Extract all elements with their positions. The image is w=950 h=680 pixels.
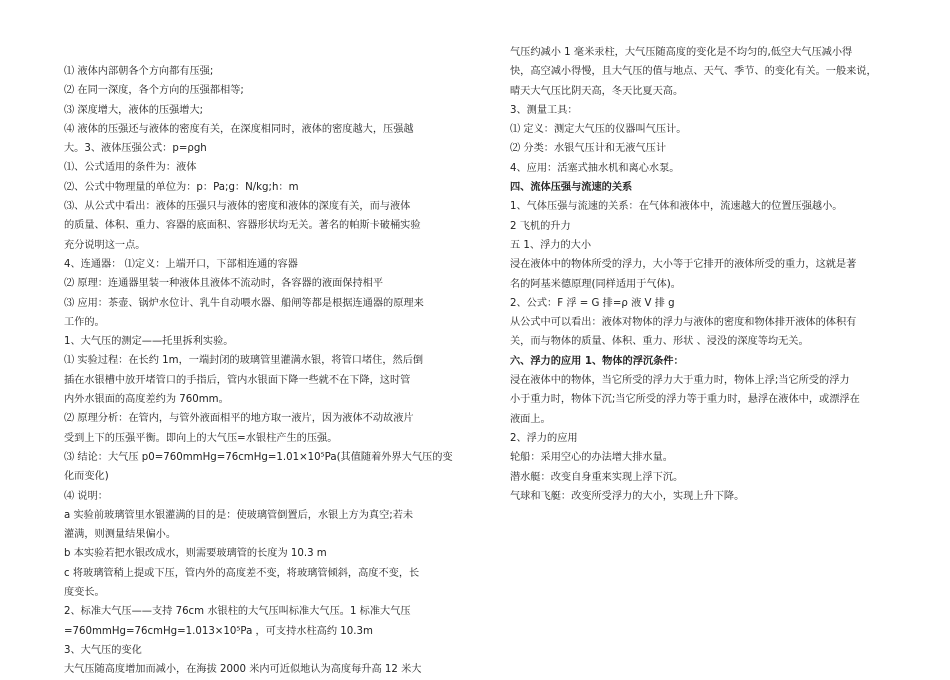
text-line: 潜水艇：改变自身重来实现上浮下沉。 [510, 471, 684, 483]
text-line: 关，而与物体的质量、体积、重力、形状 、浸没的深度等均无关。 [510, 336, 809, 348]
text-line: 气球和飞艇：改变所受浮力的大小，实现上升下降。 [510, 490, 745, 502]
text-line: ⑴ 实验过程：在长约 1m，一端封闭的玻璃管里灌满水银，将管口堵住，然后倒 [64, 355, 424, 367]
text-line: 度变长。 [64, 587, 105, 599]
text-line: =760mmHg=76cmHg=1.013×10⁵Pa ，可支持水柱高约 10.3m [64, 625, 373, 637]
text-line: 快，高空减小得慢，且大气压的值与地点、天气、季节、的变化有关。一般来说， [510, 66, 877, 78]
text-line: 小于重力时，物体下沉;当它所受的浮力等于重力时，悬浮在液体中，或漂浮在 [510, 394, 860, 406]
text-line: 受到上下的压强平衡。即向上的大气压=水银柱产生的压强。 [64, 432, 338, 444]
text-line: 化而变化) [64, 471, 109, 483]
text-line: 浸在液体中的物体所受的浮力，大小等于它排开的液体所受的重力，这就是著 [510, 259, 857, 271]
text-line: 2、浮力的应用 [510, 432, 578, 444]
text-line: b 本实验若把水银改成水，则需要玻璃管的长度为 10.3 m [64, 548, 327, 560]
text-line: 五 1、浮力的大小 [510, 239, 592, 251]
text-line: ⑷ 说明： [64, 490, 108, 502]
text-line: ⑴ 定义：测定大气压的仪器叫气压计。 [510, 124, 687, 136]
text-line: ⑵、公式中物理量的单位为：p：Pa;g：N/kg;h：m [64, 181, 299, 193]
text-line: 充分说明这一点。 [64, 239, 146, 251]
text-line: a 实验前玻璃管里水银灌满的目的是：使玻璃管倒置后，水银上方为真空;若未 [64, 509, 414, 521]
text-line: 晴天大气压比阴天高，冬天比夏天高。 [510, 85, 684, 97]
text-line: 工作的。 [64, 316, 105, 328]
text-line: 浸在液体中的物体，当它所受的浮力大于重力时，物体上浮;当它所受的浮力 [510, 375, 850, 387]
section-heading: 六、浮力的应用 1、物体的浮沉条件： [510, 355, 684, 367]
text-line: 插在水银槽中放开堵管口的手指后，管内水银面下降一些就不在下降，这时管 [64, 374, 411, 386]
text-line: 气压约减小 1 毫米汞柱，大气压随高度的变化是不均匀的,低空大气压减小得 [510, 47, 853, 58]
text-line: 的质量、体积、重力、容器的底面积、容器形状均无关。著名的帕斯卡破桶实验 [64, 220, 421, 232]
text-line: 3、大气压的变化 [64, 644, 142, 656]
text-line: 内外水银面的高度差约为 760mm。 [64, 394, 229, 406]
text-line: 4、应用：活塞式抽水机和离心水泵。 [510, 162, 680, 174]
section-heading: 四、流体压强与流速的关系 [510, 182, 633, 194]
text-line: 灌满，则测量结果偏小。 [64, 529, 177, 541]
text-line: 2 飞机的升力 [510, 220, 571, 232]
text-line: 从公式中可以看出：液体对物体的浮力与液体的密度和物体排开液体的体积有 [510, 317, 857, 329]
text-line: 液面上。 [510, 413, 551, 425]
text-line: ⑴、公式适用的条件为：液体 [64, 162, 197, 174]
text-line: 2、标准大气压——支持 76cm 水银柱的大气压叫标准大气压。1 标准大气压 [64, 606, 411, 618]
text-line: 1、气体压强与流速的关系：在气体和液体中，流速越大的位置压强越小。 [510, 201, 843, 213]
text-line: c 将玻璃管稍上提或下压，管内外的高度差不变，将玻璃管倾斜，高度不变，长 [64, 567, 420, 579]
text-line: 4、连通器： ⑴定义：上端开口，下部相连通的容器 [64, 258, 298, 270]
text-line: ⑵ 原理：连通器里装一种液体且液体不流动时，各容器的液面保持相平 [64, 278, 384, 290]
text-line: 大。3、液体压强公式：p=ρgh [64, 143, 207, 155]
text-line: ⑴ 液体内部朝各个方向都有压强; [64, 66, 214, 77]
text-line: ⑵ 在同一深度，各个方向的压强都相等; [64, 85, 244, 97]
text-line: 1、大气压的测定——托里拆利实验。 [64, 336, 234, 348]
text-line: ⑶、从公式中看出：液体的压强只与液体的密度和液体的深度有关，而与液体 [64, 201, 411, 213]
text-line: 3、测量工具： [510, 104, 578, 116]
text-line: 2、公式：F 浮 = G 排=ρ 液 V 排 g [510, 297, 675, 309]
text-line: ⑶ 结论：大气压 p0=760mmHg=76cmHg=1.01×10⁵Pa(其值随着外界大气压的变 [64, 451, 453, 463]
left-column [64, 62, 474, 680]
text-line: 大气压随高度增加而减小，在海拔 2000 米内可近似地认为高度每升高 12 米大 [64, 664, 422, 676]
text-line: ⑷ 液体的压强还与液体的密度有关，在深度相同时，液体的密度越大，压强越 [64, 123, 414, 135]
text-line: 轮船：采用空心的办法增大排水量。 [510, 452, 673, 464]
text-line: 名的阿基米德原理(同样适用于气体)。 [510, 278, 681, 290]
text-line: ⑶ 应用：茶壶、锅炉水位计、乳牛自动喂水器、船闸等都是根据连通器的原理来 [64, 297, 424, 309]
text-line: ⑵ 分类：水银气压计和无液气压计 [510, 143, 667, 155]
right-column [510, 43, 890, 506]
text-line: ⑵ 原理分析：在管内，与管外液面相平的地方取一液片，因为液体不动故液片 [64, 413, 414, 425]
text-line: ⑶ 深度增大，液体的压强增大; [64, 104, 204, 116]
